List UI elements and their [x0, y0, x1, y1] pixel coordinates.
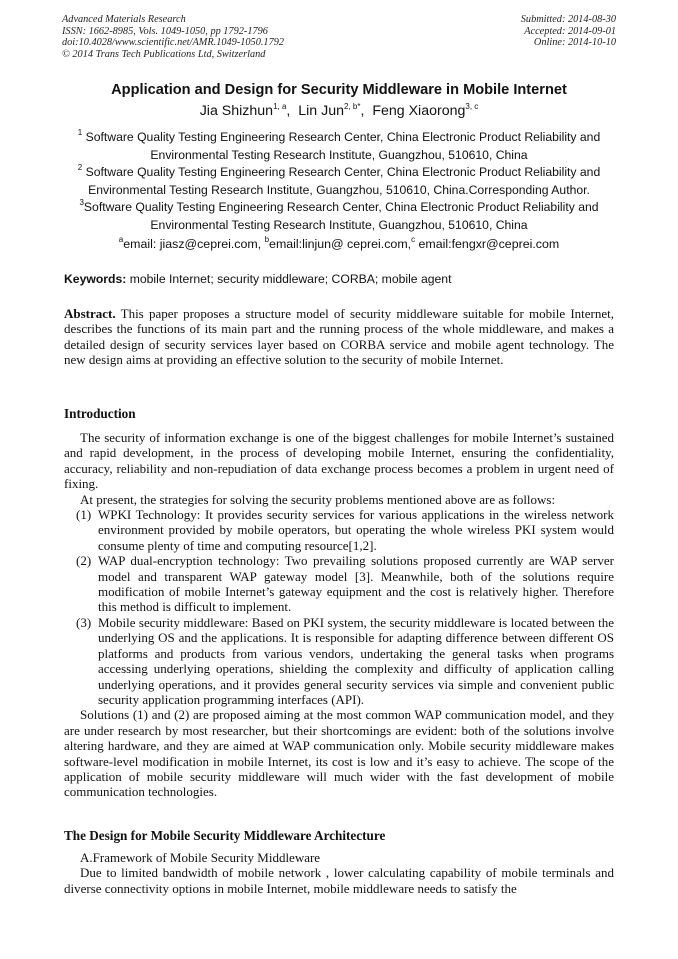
- accepted-date: Accepted: 2014-09-01: [524, 25, 616, 37]
- online-date: Online: 2014-10-10: [533, 37, 616, 49]
- author-name: Jia Shizhun: [199, 103, 274, 119]
- author-list: [0, 103, 678, 119]
- publication-dates: [521, 14, 616, 49]
- email: email: jiasz@ceprei.com,: [123, 237, 265, 251]
- paper-title: Application and Design for Security Middleware in Mobile Internet: [111, 82, 567, 98]
- copyright: © 2014 Trans Tech Publications Ltd, Switzerland: [62, 48, 266, 60]
- paragraph: Solutions (1) and (2) are proposed aiming at the most common WAP communication model, and they are under research by most researcher, but their shortcomings are evident: both of the solutions involve altering hardware, and they are aimed at WAP communication only. Mobile security middleware makes software-level modification in mobile Internet, its cost is low and it’s easy to achieve. The scope of the application of mobile security middleware will much wider with the fast development of mobile communication technologies.: [64, 707, 614, 800]
- email-sup: b: [264, 235, 270, 244]
- list-text: WPKI Technology: It provides security services for various applications in the wireless network environment provided by mobile operators, but operating the whole wireless PKI system would consume plenty of time and computing resource[1,2].: [98, 507, 614, 553]
- design-body: [64, 850, 614, 896]
- keywords: [64, 272, 624, 286]
- author-name: Feng Xiaorong: [372, 103, 466, 119]
- list-text: WAP dual-encryption technology: Two prevailing solutions proposed currently are WAP server model and transparent WAP gateway model [3]. Meanwhile, both of the solutions require modification of mobile Internet’s gateway equipment and the cost is relatively higher. Therefore this method is difficult to implement.: [98, 553, 614, 615]
- author-sup: 1, a: [273, 102, 287, 111]
- list-number: (2): [76, 553, 92, 569]
- list-text: Mobile security middleware: Based on PKI system, the security middleware is located between the underlying OS and the applications. It is responsible for adapting difference between different OS platforms and products from various vendors, undertaking the general tasks when programs accessing underlying operations, shielding the complexity and difficulty of application calling underlying operations, and it provides general security services via simple and convenient public security application programming interfaces (API).: [98, 614, 614, 707]
- subheading: A.Framework of Mobile Security Middleware: [80, 850, 321, 865]
- submitted-date: Submitted: 2014-08-30: [520, 14, 616, 25]
- abstract-text: This paper proposes a structure model of security middleware suitable for mobile Internet, describes the functions of its main part and the running process of the whole middleware, and makes a detailed design of security services layer based on CORBA service and mobile agent technology. The new design aims at providing an effective solution to the security of mobile Internet.: [64, 306, 614, 368]
- list-item: [64, 615, 614, 707]
- keywords-label: Keywords:: [64, 272, 127, 286]
- doi: doi:10.4028/www.scientific.net/AMR.1049-1050.1792: [62, 37, 285, 49]
- journal-info: [62, 14, 284, 60]
- author-name: Lin Jun: [298, 103, 344, 119]
- author-sep: ,: [360, 103, 365, 119]
- author-sep: ,: [286, 103, 291, 119]
- email: email:linjun@ ceprei.com,: [269, 237, 412, 251]
- affiliation-line: Software Quality Testing Engineering Research Center, China Electronic Product Reliability and: [83, 200, 599, 214]
- affiliation: [60, 129, 618, 164]
- introduction-body: [64, 430, 614, 800]
- paragraph: Due to limited bandwidth of mobile network , lower calculating capability of mobile terminals and diverse connectivity options in mobile Internet, mobile middleware needs to satisfy the: [64, 865, 614, 896]
- section-heading-design: The Design for Mobile Security Middleware Architecture: [64, 828, 386, 843]
- list-item: [64, 553, 614, 615]
- affiliation-line: Environmental Testing Research Institute, Guangzhou, 510610, China.Corresponding Author.: [88, 182, 590, 197]
- affiliation-line: Software Quality Testing Engineering Research Center, China Electronic Product Reliability and: [85, 130, 601, 144]
- section-heading-introduction: Introduction: [64, 406, 136, 421]
- affiliation: [60, 164, 618, 199]
- email-sup: a: [118, 235, 124, 244]
- abstract: [64, 306, 614, 368]
- list-number: (3): [76, 614, 92, 630]
- journal-name: Advanced Materials Research: [62, 14, 186, 25]
- issn: ISSN: 1662-8985, Vols. 1049-1050, pp 1792-1796: [62, 25, 268, 37]
- affiliation-line: Environmental Testing Research Institute, Guangzhou, 510610, China: [150, 217, 528, 232]
- affiliation-sup: 3: [79, 198, 84, 207]
- email-list: [0, 237, 678, 251]
- affiliation-sup: 2: [77, 163, 83, 172]
- keywords-text: mobile Internet; security middleware; CORBA; mobile agent: [126, 272, 452, 286]
- list-number: (1): [76, 507, 92, 523]
- abstract-label: Abstract.: [64, 306, 116, 321]
- affiliation-line: Software Quality Testing Engineering Research Center, China Electronic Product Reliability and: [85, 165, 601, 179]
- email-sup: c: [411, 235, 416, 244]
- paragraph: At present, the strategies for solving the security problems mentioned above are as follows:: [80, 491, 556, 507]
- affiliation-sup: 1: [77, 128, 83, 137]
- email: email:fengxr@ceprei.com: [415, 237, 560, 251]
- affiliation-line: Environmental Testing Research Institute, Guangzhou, 510610, China: [150, 147, 528, 162]
- paragraph: The security of information exchange is one of the biggest challenges for mobile Internet’s sustained and rapid development, in the process of developing mobile Internet, ensuring the confidentiality, accuracy, reliability and non-repudiation of data exchange process becomes a problem in urgent need of fixing.: [64, 430, 614, 492]
- list-item: [64, 507, 614, 553]
- affiliation: [60, 199, 618, 234]
- author-sup: 3, c: [465, 102, 479, 111]
- author-sup: 2, b*: [344, 102, 361, 111]
